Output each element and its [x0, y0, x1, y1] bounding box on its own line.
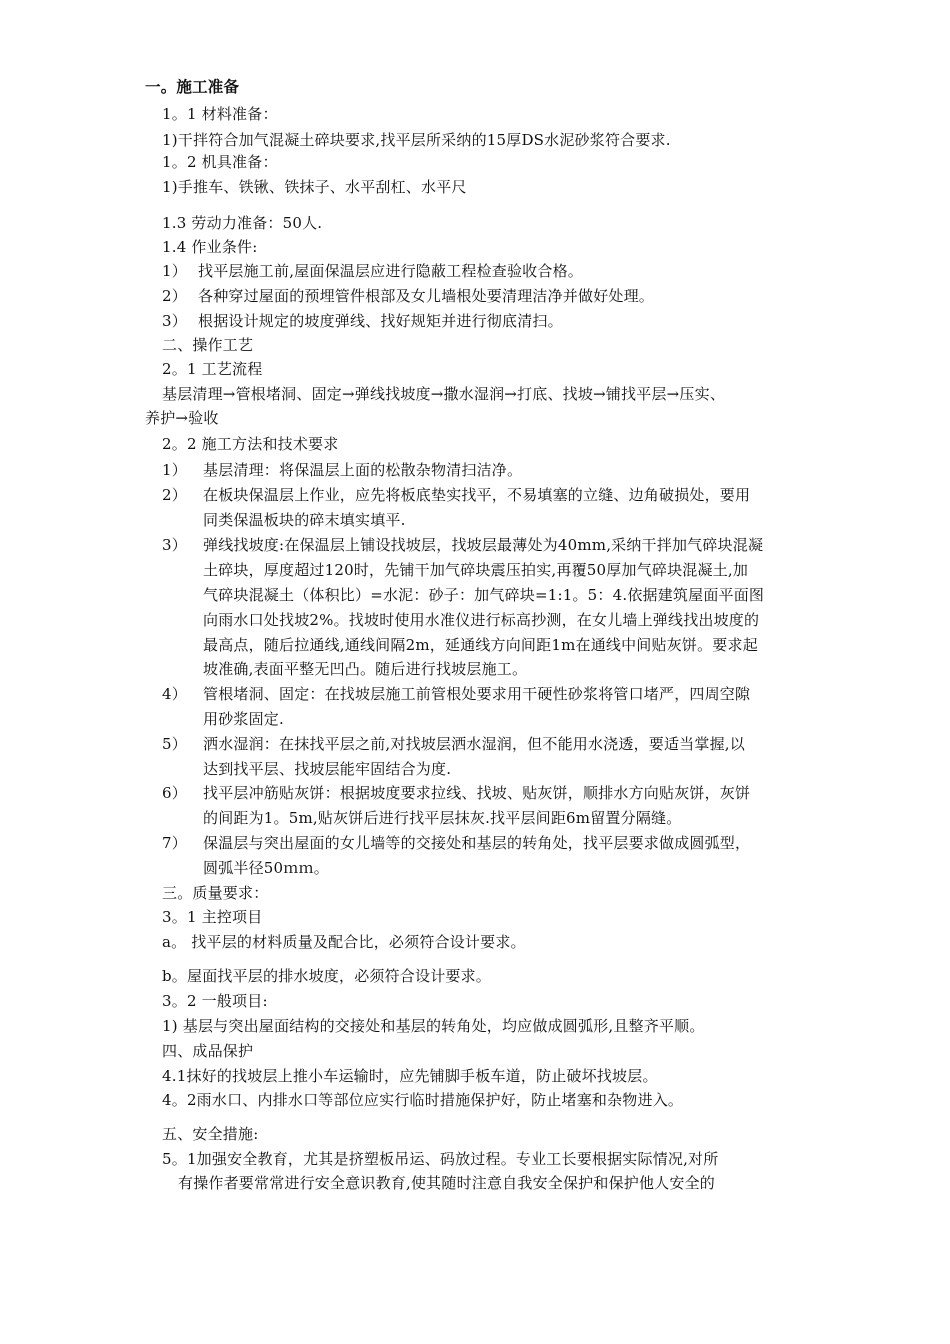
- list-number: 6）: [162, 784, 187, 802]
- list-text: 基层清理：将保温层上面的松散杂物清扫洁净。: [203, 461, 523, 479]
- section-1-title: 一。施工准备: [145, 77, 240, 96]
- paragraph: b。屋面找平层的排水坡度，必须符合设计要求。: [162, 967, 492, 985]
- list-text: 土碎块，厚度超过120时，先铺干加气碎块震压拍实,再覆50厚加气碎块混凝土,加: [203, 561, 749, 579]
- subsection-1-3: 1.3 劳动力准备：50人.: [162, 214, 323, 232]
- list-text: 洒水湿润：在抹找平层之前,对找坡层洒水湿润，但不能用水浇透，要适当掌握,以: [203, 735, 745, 753]
- list-text: 找平层冲筋贴灰饼：根据坡度要求拉线、找坡、贴灰饼，顺排水方向贴灰饼，灰饼: [203, 784, 751, 802]
- subsection-2-2: 2。2 施工方法和技术要求: [162, 435, 339, 453]
- paragraph: 1)手推车、铁锹、铁抹子、水平刮杠、水平尺: [162, 178, 467, 196]
- list-number: 7）: [162, 834, 187, 852]
- paragraph: 1)干拌符合加气混凝土碎块要求,找平层所采纳的15厚DS水泥砂浆符合要求.: [162, 131, 671, 149]
- list-text: 圆弧半径50ｍｍ。: [203, 859, 329, 877]
- list-text: 同类保温板块的碎末填实填平.: [203, 511, 406, 529]
- list-number: 3）: [162, 536, 187, 554]
- subsection-3-1: 3。1 主控项目: [162, 908, 263, 926]
- list-number: 1）: [162, 461, 187, 479]
- list-number: 3）: [162, 312, 187, 330]
- subsection-1-4: 1.4 作业条件:: [162, 238, 258, 256]
- paragraph: 基层清理→管根堵洞、固定→弹线找坡度→撒水湿润→打底、找坡→铺找平层→压实、: [162, 385, 726, 403]
- list-text: 保温层与突出屋面的女儿墙等的交接处和基层的转角处，找平层要求做成圆弧型，: [203, 834, 751, 852]
- subsection-3-2: 3。2 一般项目:: [162, 992, 268, 1010]
- section-3-title: 三。质量要求：: [162, 884, 269, 902]
- subsection-1-1: 1。1 材料准备：: [162, 105, 278, 123]
- list-number: 2）: [162, 287, 187, 305]
- paragraph: 4.1抹好的找坡层上推小车运输时，应先铺脚手板车道，防止破坏找坡层。: [162, 1067, 658, 1085]
- list-text: 根据设计规定的坡度弹线、找好规矩并进行彻底清扫。: [198, 312, 563, 330]
- subsection-1-2: 1。2 机具准备：: [162, 153, 278, 171]
- paragraph: 1) 基层与突出屋面结构的交接处和基层的转角处，均应做成圆弧形,且整齐平顺。: [162, 1017, 705, 1035]
- list-text: 向雨水口处找坡2%。找坡时使用水准仪进行标高抄测，在女儿墙上弹线找出坡度的: [203, 611, 760, 629]
- list-number: 1）: [162, 262, 187, 280]
- paragraph: 5。1加强安全教育，尤其是挤塑板吊运、码放过程。专业工长要根据实际情况,对所: [162, 1150, 719, 1168]
- list-text: 弹线找坡度:在保温层上铺设找坡层，找坡层最薄处为40mm,采纳干拌加气碎块混凝: [203, 536, 764, 554]
- list-text: 气碎块混凝土（体积比）=水泥：砂子：加气碎块=1:1。5：4.依据建筑屋面平面图: [203, 586, 765, 604]
- list-text: 坡准确,表面平整无凹凸。随后进行找坡层施工。: [203, 660, 528, 678]
- list-item: [162, 258, 583, 284]
- subsection-2-1: 2。1 工艺流程: [162, 360, 263, 378]
- section-2-title: 二、操作工艺: [162, 336, 254, 354]
- list-number: 5）: [162, 735, 187, 753]
- list-item: [162, 283, 654, 309]
- paragraph: a。 找平层的材料质量及配合比，必须符合设计要求。: [162, 933, 526, 951]
- list-text: 找平层施工前,屋面保温层应进行隐蔽工程检查验收合格。: [198, 262, 583, 280]
- list-item: [162, 308, 563, 334]
- list-text: 最高点，随后拉通线,通线间隔2m，延通线方向间距1m在通线中间贴灰饼。要求起: [203, 636, 758, 654]
- list-number: 4）: [162, 685, 187, 703]
- section-5-title: 五、安全措施:: [162, 1125, 259, 1143]
- list-text: 各种穿过屋面的预埋管件根部及女儿墙根处要清理洁净并做好处理。: [198, 287, 655, 305]
- list-text: 达到找平层、找坡层能牢固结合为度.: [203, 760, 452, 778]
- paragraph: 养护→验收: [145, 409, 219, 427]
- list-text: 的间距为1。5m,贴灰饼后进行找平层抹灰.找平层间距6m留置分隔缝。: [203, 809, 682, 827]
- list-text: 用砂浆固定.: [203, 710, 284, 728]
- list-text: 在板块保温层上作业，应先将板底垫实找平，不易填塞的立缝、边角破损处，要用: [203, 486, 751, 504]
- list-text: 管根堵洞、固定：在找坡层施工前管根处要求用干硬性砂浆将管口堵严，四周空隙: [203, 685, 751, 703]
- section-4-title: 四、成品保护: [162, 1042, 254, 1060]
- paragraph: 有操作者要常常进行安全意识教育,使其随时注意自我安全保护和保护他人安全的: [178, 1174, 715, 1192]
- list-number: 2）: [162, 486, 187, 504]
- paragraph: 4。2雨水口、内排水口等部位应实行临时措施保护好，防止堵塞和杂物进入。: [162, 1091, 684, 1109]
